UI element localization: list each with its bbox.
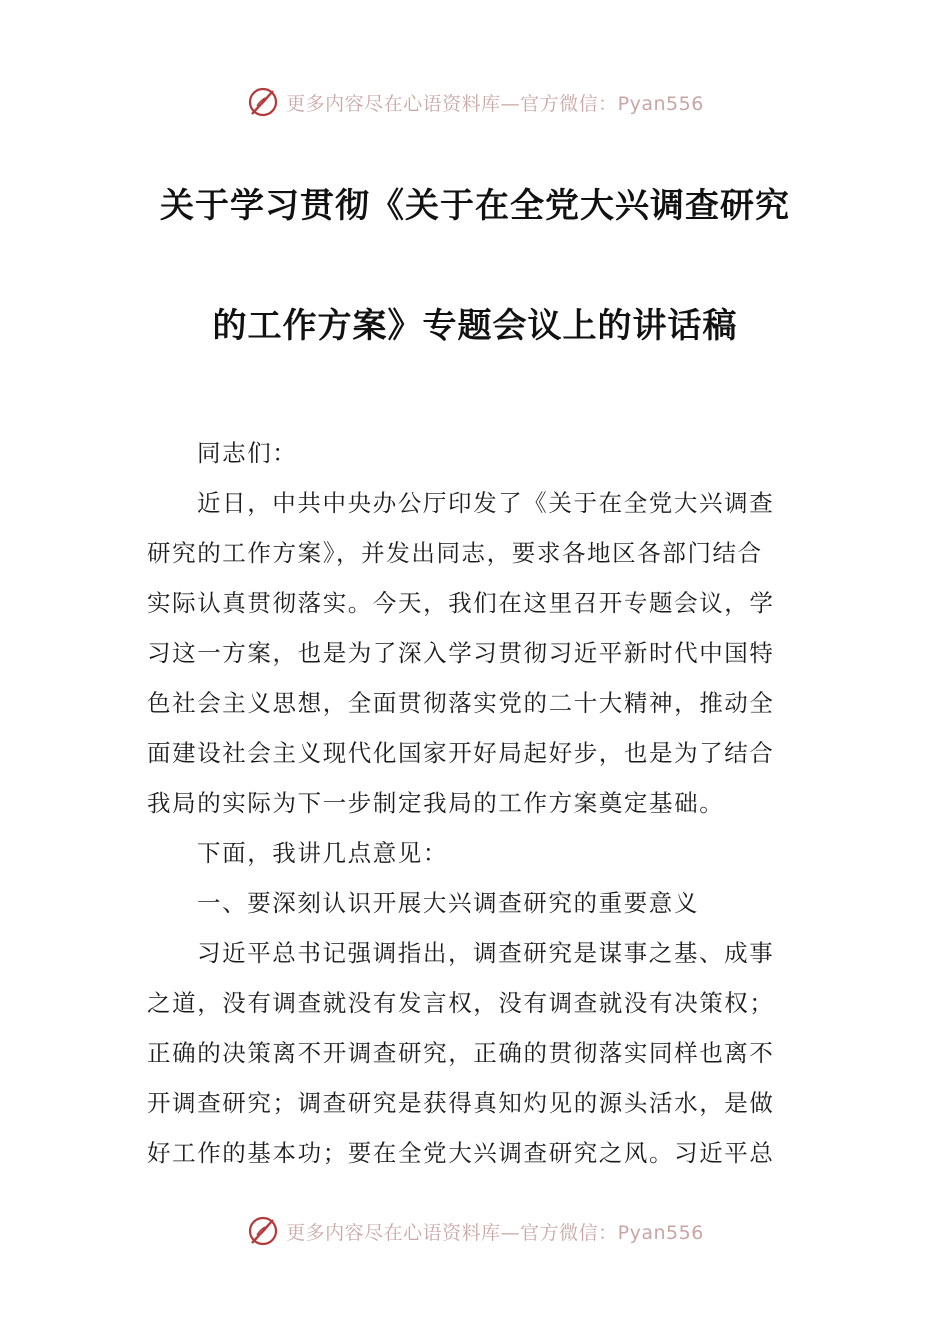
watermark-text: 更多内容尽在心语资料库—官方微信：Pyan556	[286, 1221, 704, 1244]
paragraph-line: 好工作的基本功；要在全党大兴调查研究之风。习近平总	[147, 1139, 775, 1167]
section-heading-1: 一、要深刻认识开展大兴调查研究的重要意义	[197, 889, 699, 917]
salutation: 同志们：	[197, 439, 298, 467]
paragraph-line: 习这一方案，也是为了深入学习贯彻习近平新时代中国特	[147, 639, 775, 667]
paragraph-line: 正确的决策离不开调查研究，正确的贯彻落实同样也离不	[147, 1039, 775, 1067]
wechat-id: Pyan556	[617, 1221, 704, 1244]
paragraph-line: 色社会主义思想，全面贯彻落实党的二十大精神，推动全	[147, 689, 775, 717]
paragraph-line: 面建设社会主义现代化国家开好局起好步，也是为了结合	[147, 739, 775, 767]
watermark-text: 更多内容尽在心语资料库—官方微信：Pyan556	[286, 92, 704, 115]
quill-logo-icon	[246, 1214, 280, 1248]
paragraph-line: 研究的工作方案》，并发出同志，要求各地区各部门结合	[147, 539, 763, 567]
paragraph-line: 实际认真贯彻落实。今天，我们在这里召开专题会议，学	[147, 589, 775, 617]
watermark-banner-top	[0, 82, 950, 122]
paragraph-line: 近日，中共中央办公厅印发了《关于在全党大兴调查	[197, 489, 775, 517]
watermark-banner-bottom	[0, 1211, 950, 1251]
paragraph-line: 开调查研究；调查研究是获得真知灼见的源头活水，是做	[147, 1089, 775, 1117]
paragraph-line: 我局的实际为下一步制定我局的工作方案奠定基础。	[147, 789, 725, 817]
quill-logo-icon	[246, 85, 280, 119]
paragraph-1	[147, 478, 807, 828]
document-title-line-2: 的工作方案》专题会议上的讲话稿	[212, 306, 738, 346]
paragraph-2: 下面，我讲几点意见：	[197, 839, 448, 867]
wechat-id: Pyan556	[617, 92, 704, 115]
paragraph-3	[147, 928, 807, 1178]
document-title-line-1: 关于学习贯彻《关于在全党大兴调查研究	[160, 186, 790, 226]
paragraph-line: 习近平总书记强调指出，调查研究是谋事之基、成事	[197, 939, 775, 967]
document-body	[147, 428, 807, 1178]
paragraph-line: 之道，没有调查就没有发言权，没有调查就没有决策权；	[147, 989, 775, 1017]
